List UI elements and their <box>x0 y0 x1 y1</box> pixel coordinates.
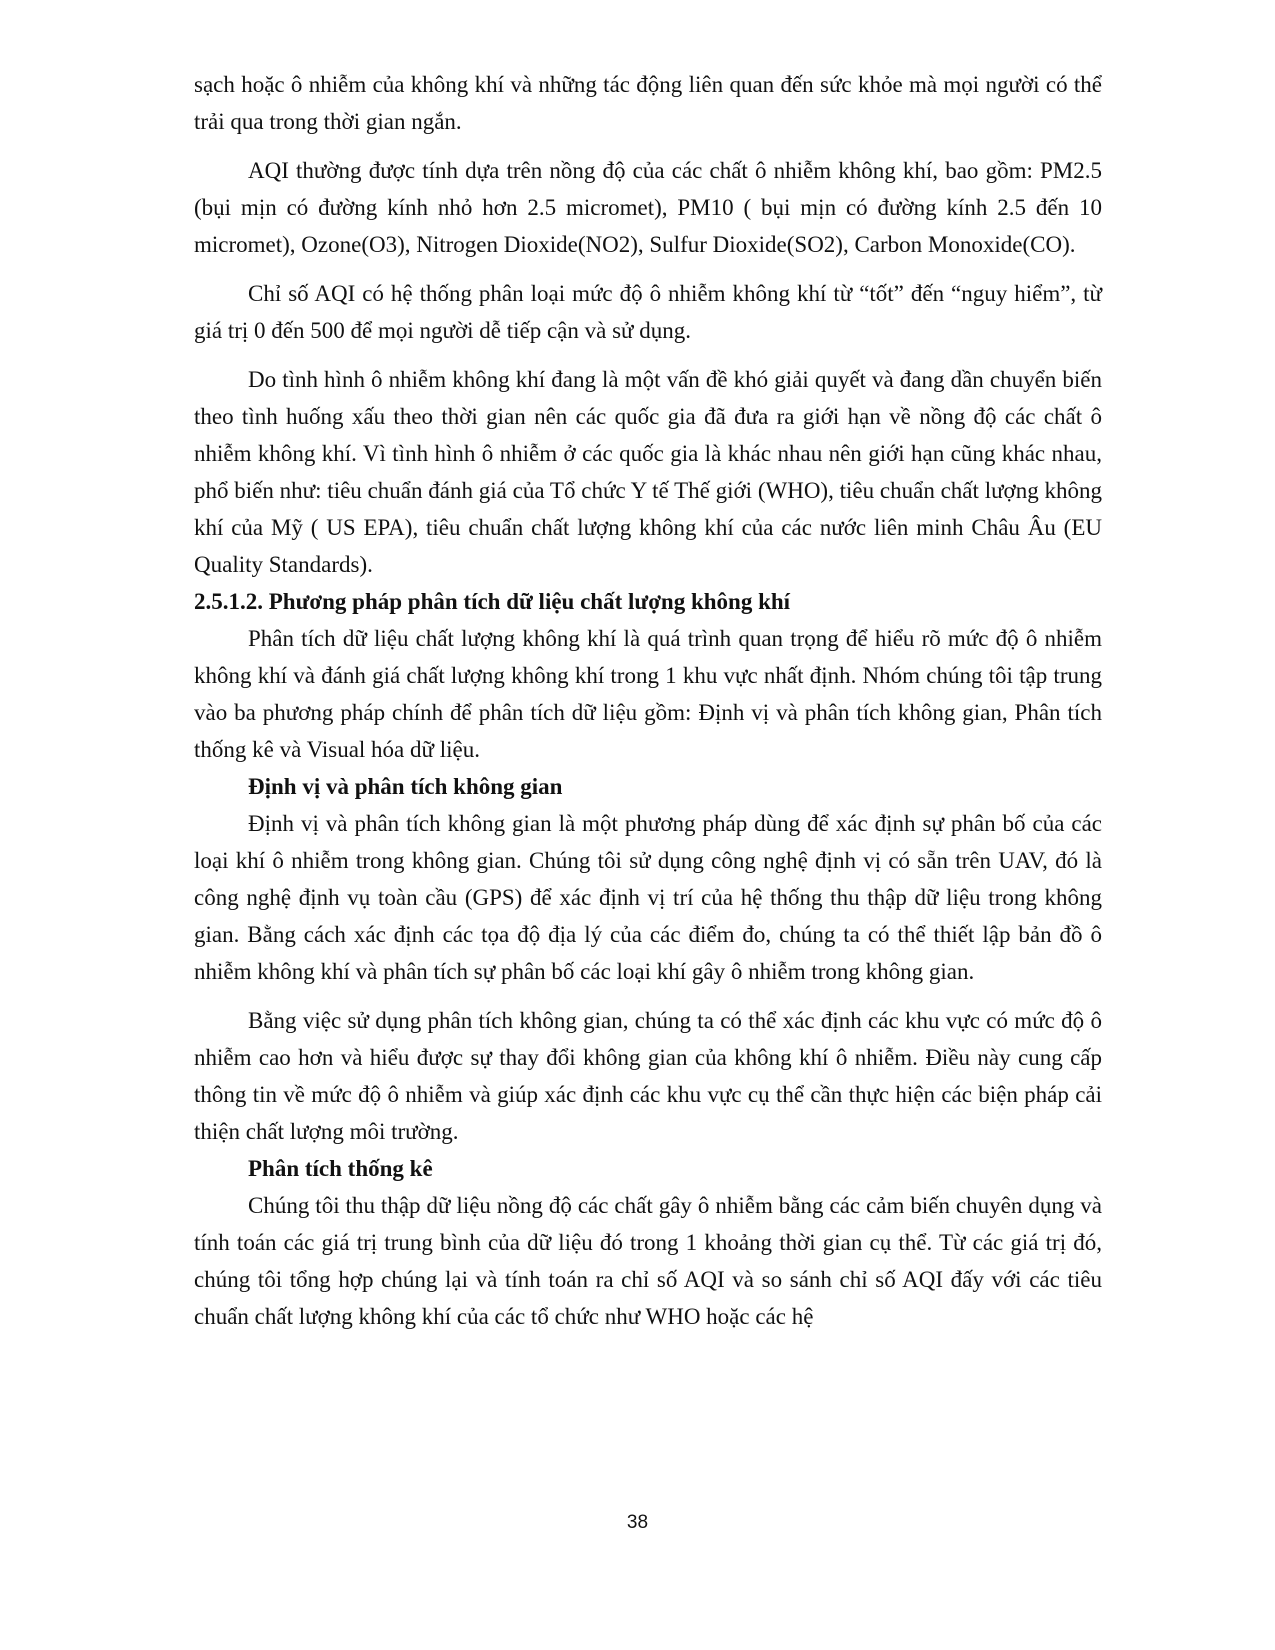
paragraph-aqi-pollutants: AQI thường được tính dựa trên nồng độ của các chất ô nhiễm không khí, bao gồm: PM2.5 (bụi mịn có đường kính nhỏ hơn 2.5 micromet), PM10 ( bụi mịn có đường kính 2.5 đến 10 micromet), Ozone(O3), Nitrogen Dioxide(NO2), Sulfur Dioxide(SO2), Carbon Monoxide(CO). <box>194 158 1102 257</box>
paragraph-spatial-benefits: Bằng việc sử dụng phân tích không gian, chúng ta có thể xác định các khu vực có mức độ ô nhiễm cao hơn và hiểu được sự thay đổi không gian của không khí ô nhiễm. Điều này cung cấp thông tin về mức độ ô nhiễm và giúp xác định các khu vực cụ thể cần thực hiện các biện pháp cải thiện chất lượng môi trường. <box>194 1008 1102 1144</box>
page-number: 38 <box>626 1512 649 1533</box>
paragraph-aqi-scale: Chỉ số AQI có hệ thống phân loại mức độ ô nhiễm không khí từ “tốt” đến “nguy hiểm”, từ giá trị 0 đến 500 để mọi người dễ tiếp cận và sử dụng. <box>194 281 1102 343</box>
paragraph-statistical-analysis: Chúng tôi thu thập dữ liệu nồng độ các chất gây ô nhiễm bằng các cảm biến chuyên dụng và tính toán các giá trị trung bình của dữ liệu đó trong 1 khoảng thời gian cụ thể. Từ các giá trị đó, chúng tôi tổng hợp chúng lại và tính toán ra chỉ số AQI và so sánh chỉ số AQI đấy với các tiêu chuẩn chất lượng không khí của các tổ chức như WHO hoặc các hệ <box>194 1193 1102 1329</box>
subheading-statistical-analysis: Phân tích thống kê <box>248 1156 433 1181</box>
paragraph-spatial-analysis: Định vị và phân tích không gian là một phương pháp dùng để xác định sự phân bố của các loại khí ô nhiễm trong không gian. Chúng tôi sử dụng công nghệ định vị có sẵn trên UAV, đó là công nghệ định vụ toàn cầu (GPS) để xác định vị trí của hệ thống thu thập dữ liệu trong không gian. Bằng cách xác định các tọa độ địa lý của các điểm đo, chúng ta có thể thiết lập bản đồ ô nhiễm không khí và phân tích sự phân bố các loại khí gây ô nhiễm trong không gian. <box>194 811 1102 984</box>
paragraph-continuation: sạch hoặc ô nhiễm của không khí và những tác động liên quan đến sức khỏe mà mọi người có thể trải qua trong thời gian ngắn. <box>194 72 1102 134</box>
paragraph-standards: Do tình hình ô nhiễm không khí đang là một vấn đề khó giải quyết và đang dần chuyển biến theo tình huống xấu theo thời gian nên các quốc gia đã đưa ra giới hạn về nồng độ các chất ô nhiễm không khí. Vì tình hình ô nhiễm ở các quốc gia là khác nhau nên giới hạn cũng khác nhau, phổ biến như: tiêu chuẩn đánh giá của Tổ chức Y tế Thế giới (WHO), tiêu chuẩn chất lượng không khí của Mỹ ( US EPA), tiêu chuẩn chất lượng không khí của các nước liên minh Châu Âu (EU Quality Standards). <box>194 367 1102 577</box>
subheading-spatial-analysis: Định vị và phân tích không gian <box>248 774 563 799</box>
paragraph-analysis-intro: Phân tích dữ liệu chất lượng không khí là quá trình quan trọng để hiểu rõ mức độ ô nhiễm không khí và đánh giá chất lượng không khí trong 1 khu vực nhất định. Nhóm chúng tôi tập trung vào ba phương pháp chính để phân tích dữ liệu gồm: Định vị và phân tích không gian, Phân tích thống kê và Visual hóa dữ liệu. <box>194 626 1102 762</box>
page-content <box>194 66 1102 1335</box>
section-heading: 2.5.1.2. Phương pháp phân tích dữ liệu chất lượng không khí <box>194 589 791 614</box>
